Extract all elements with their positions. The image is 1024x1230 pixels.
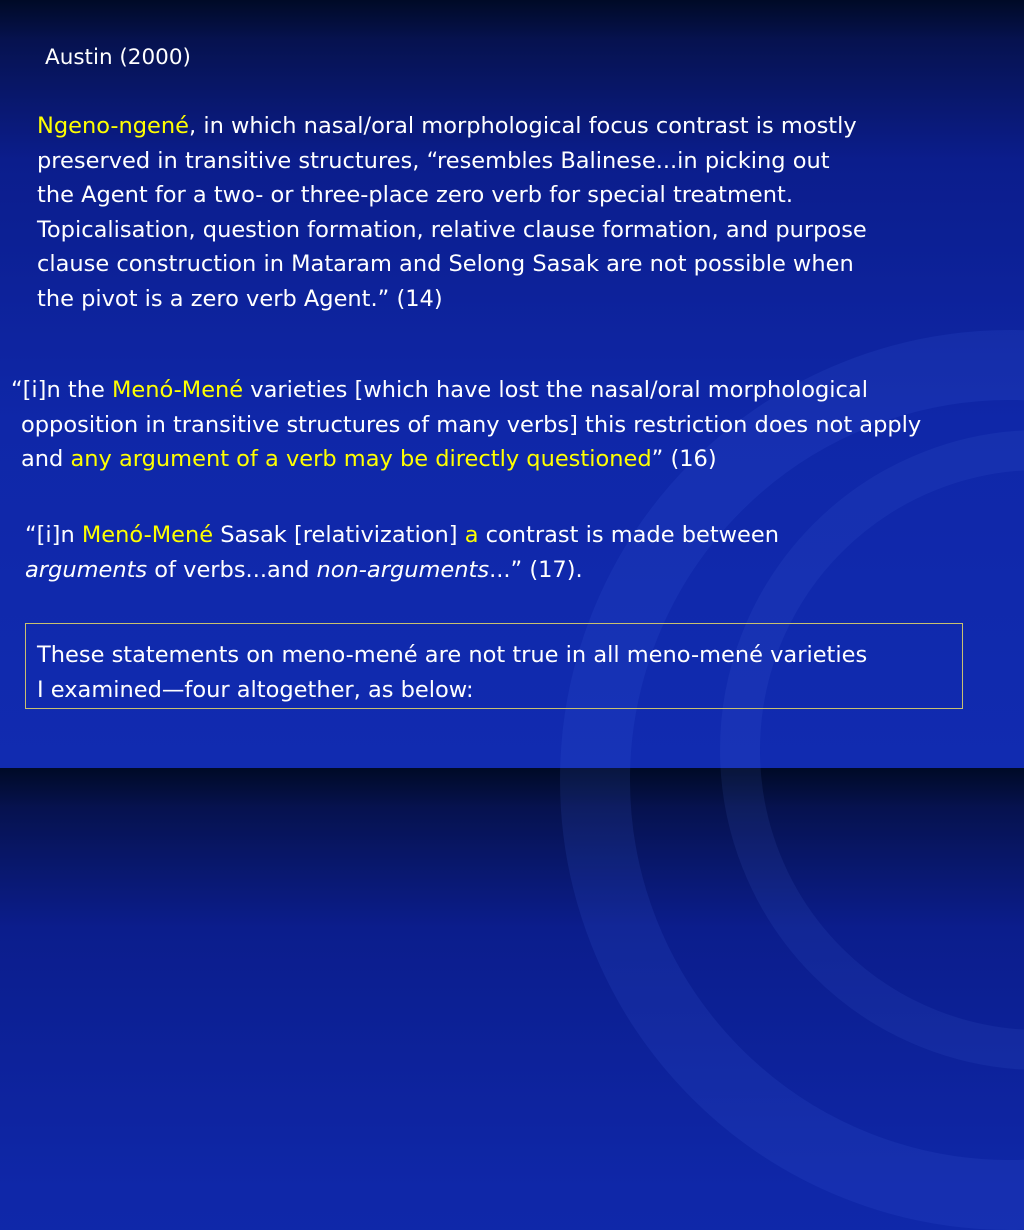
term-meno-mene: Menó-Mené xyxy=(111,377,244,403)
term-ngeno-ngene: Ngeno-ngené xyxy=(37,113,190,139)
quote-meno-mene-questions xyxy=(11,373,921,477)
quote1-line4: Topicalisation, question formation, relative clause formation, and purpose xyxy=(37,216,867,243)
quote-ngeno-ngene xyxy=(37,109,867,316)
quote3-start: “[i]n xyxy=(25,522,82,548)
quote2-line2: opposition in transitive structures of many verbs] this restriction does not apply xyxy=(21,411,922,438)
quote1-line5: clause construction in Mataram and Selong Sasak are not possible when xyxy=(37,251,854,277)
quote2-line1-rest: varieties [which have lost the nasal/oral morphological xyxy=(243,377,868,403)
note-line2: I examined—four altogether, as below: xyxy=(37,676,474,703)
quote3-a-word: a xyxy=(464,522,479,548)
quote1-line3: the Agent for a two- or three-place zero verb for special treatment. xyxy=(37,182,793,208)
term-meno-mene-2: Menó-Mené xyxy=(81,522,214,548)
quote3-mid: Sasak [relativization] xyxy=(213,522,465,548)
quote2-line3-start: and xyxy=(21,446,71,472)
quote3-citation: ...” (17). xyxy=(489,556,583,583)
quote-meno-mene-relativization xyxy=(25,518,779,587)
slide-title: Austin (2000) xyxy=(45,45,191,70)
quote3-non-arguments: non-arguments xyxy=(316,556,490,583)
quote1-line1: , in which nasal/oral morphological focus contrast is mostly xyxy=(189,113,857,139)
quote2-highlight: any argument of a verb may be directly questioned xyxy=(70,446,652,472)
quote2-citation: ” (16) xyxy=(651,446,717,472)
note-text xyxy=(37,638,867,707)
note-line1: These statements on meno-mené are not true in all meno-mené varieties xyxy=(37,642,868,668)
quote1-line6: the pivot is a zero verb Agent.” (14) xyxy=(37,285,443,312)
quote3-line1-end: contrast is made between xyxy=(478,522,779,548)
quote2-start: “[i]n the xyxy=(11,377,112,403)
quote3-arguments: arguments xyxy=(25,556,148,583)
note-box xyxy=(25,623,963,709)
quote1-line2: preserved in transitive structures, “resembles Balinese...in picking out xyxy=(37,147,830,174)
quote3-of-verbs: of verbs...and xyxy=(147,556,317,583)
